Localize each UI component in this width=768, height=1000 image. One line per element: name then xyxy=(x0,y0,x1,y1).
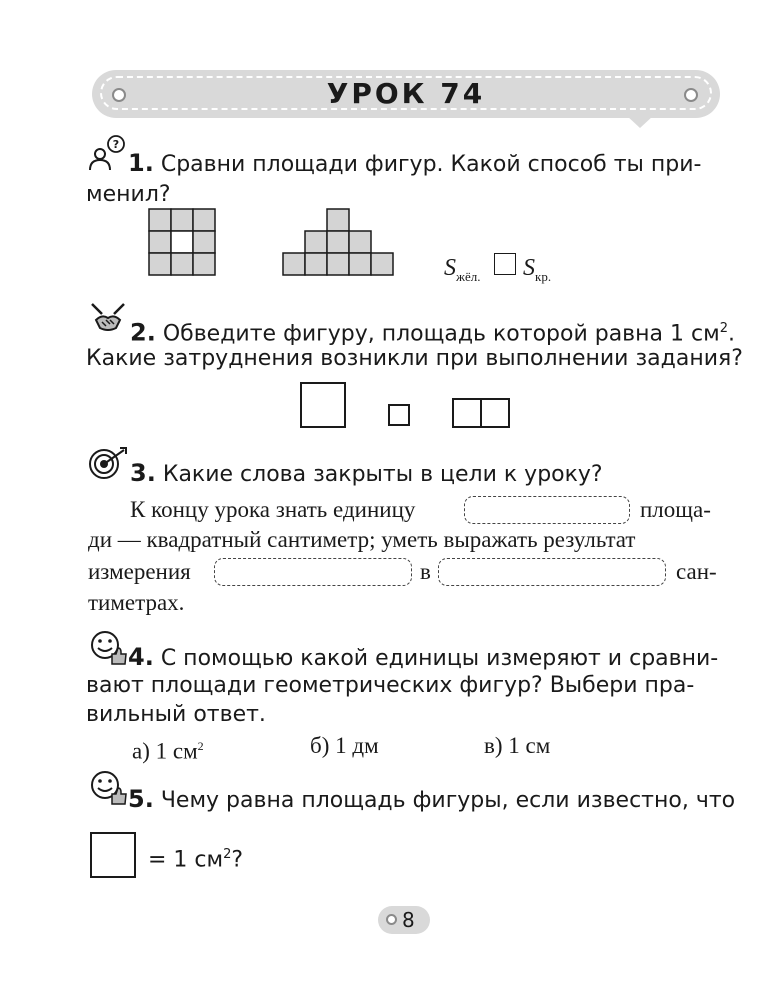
task1-line2: менил? xyxy=(86,182,171,207)
lesson-title: УРОК 74 xyxy=(326,77,486,110)
figure-grid-square xyxy=(148,208,218,276)
task3-number: 3. xyxy=(130,459,156,487)
task1-line1: 1. Сравни площади фигур. Какой способ ты при- xyxy=(128,149,702,177)
blank-unit-2[interactable] xyxy=(214,558,412,586)
task3-l2: ди — квадратный сантиметр; уметь выражать результат xyxy=(88,527,636,552)
task2-line1: 2. Обведите фигуру, площадь которой равна 1 $см^2$. xyxy=(130,318,735,347)
task4-number: 4. xyxy=(128,643,154,671)
task3-l3a: измерения xyxy=(88,559,191,584)
area-left-label: $S_{жёл.}$ xyxy=(444,255,481,284)
task5-number: 5. xyxy=(128,785,154,813)
pair-work-icon xyxy=(86,132,128,172)
handshake-icon xyxy=(88,300,128,336)
rectangle-divider xyxy=(480,398,482,428)
task2-number: 2. xyxy=(130,318,156,347)
page-number: 8 xyxy=(402,908,415,932)
task3-l3c: сан- xyxy=(676,559,717,584)
smiley-thumbs-up-icon xyxy=(90,630,128,666)
answer-option-c[interactable]: в) 1 см xyxy=(484,733,551,758)
task3-l1a: К концу урока знать единицу xyxy=(130,497,416,522)
comparison-sign-box[interactable] xyxy=(494,253,516,275)
page-hole xyxy=(386,914,397,925)
task5-equation: = 1 $см^2$? xyxy=(148,847,244,873)
task3-l3b: в xyxy=(420,559,431,584)
smiley-thumbs-up-icon xyxy=(90,770,128,806)
answer-option-a[interactable]: а) 1 $см^2$ xyxy=(132,738,204,764)
figure-large-square[interactable] xyxy=(300,382,346,428)
area-right-label: $S_{кр.}$ xyxy=(523,255,552,284)
figure-grid-pyramid xyxy=(282,208,394,276)
figure-small-square[interactable] xyxy=(388,404,410,426)
task4-line2: вают площади геометрических фигур? Выбери пра- xyxy=(86,673,695,698)
task1-number: 1. xyxy=(128,149,154,177)
task2-line2: Какие затруднения возникли при выполнении задания? xyxy=(86,346,743,371)
svg-text:?: ? xyxy=(112,138,120,151)
task3-l4: тиметрах. xyxy=(88,590,185,615)
target-icon xyxy=(88,446,130,480)
answer-option-b[interactable]: б) 1 дм xyxy=(310,733,379,758)
blank-unit-1[interactable] xyxy=(464,496,630,524)
unit-square-figure xyxy=(90,832,136,878)
blank-unit-3[interactable] xyxy=(438,558,666,586)
task3-title: 3. Какие слова закрыты в цели к уроку? xyxy=(130,459,603,487)
task5-line1: 5. Чему равна площадь фигуры, если известно, что xyxy=(128,785,736,813)
task3-l1b: площа- xyxy=(640,497,711,522)
task4-line3: вильный ответ. xyxy=(86,702,266,727)
task4-line1: 4. С помощью какой единицы измеряют и сравни- xyxy=(128,643,719,671)
